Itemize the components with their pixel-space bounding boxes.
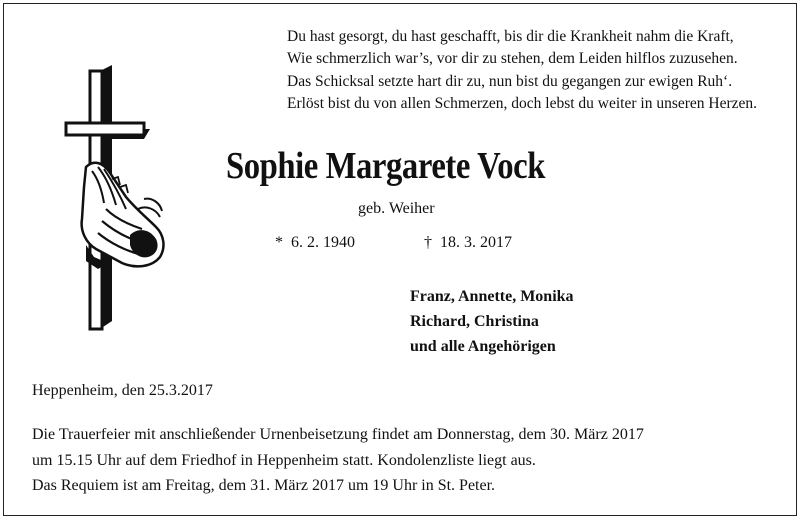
poem-line: Du hast gesorgt, du hast geschafft, bis dir die Krankheit nahm die Kraft, — [287, 28, 734, 45]
service-line: Das Requiem ist am Freitag, dem 31. März 2017 um 19 Uhr in St. Peter. — [32, 477, 496, 494]
obituary-notice — [3, 3, 797, 516]
poem-line: Das Schicksal setzte hart dir zu, nun bist du gegangen zur ewigen Ruh‘. — [287, 72, 733, 90]
mourners-list — [410, 284, 574, 359]
memorial-poem — [287, 26, 757, 115]
cross-with-praying-hands-illustration — [46, 59, 176, 334]
birth-symbol: * — [275, 234, 283, 251]
death-date-line — [424, 234, 512, 252]
maiden-name: geb. Weiher — [358, 200, 435, 217]
service-line: um 15.15 Uhr auf dem Friedhof in Heppenheim statt. Kondolenzliste liegt aus. — [32, 451, 536, 469]
birth-date-line — [275, 234, 355, 252]
poem-line: Erlöst bist du von allen Schmerzen, doch lebst du weiter in unseren Herzen. — [287, 94, 758, 112]
deceased-name: Sophie Margarete Vock — [226, 145, 545, 187]
poem-line: Wie schmerzlich war’s, vor dir zu stehen, dem Leiden hilflos zuzusehen. — [287, 50, 738, 68]
death-date: 18. 3. 2017 — [440, 234, 512, 251]
place-and-date: Heppenheim, den 25.3.2017 — [32, 382, 213, 399]
mourner-line: und alle Angehörigen — [410, 338, 556, 355]
service-information — [32, 422, 644, 499]
birth-date: 6. 2. 1940 — [291, 234, 355, 251]
service-line: Die Trauerfeier mit anschließender Urnenbeisetzung findet am Donnerstag, dem 30. März 2017 — [32, 426, 644, 443]
death-symbol: † — [424, 234, 432, 251]
mourner-line: Richard, Christina — [410, 313, 539, 330]
mourner-line: Franz, Annette, Monika — [410, 288, 574, 305]
